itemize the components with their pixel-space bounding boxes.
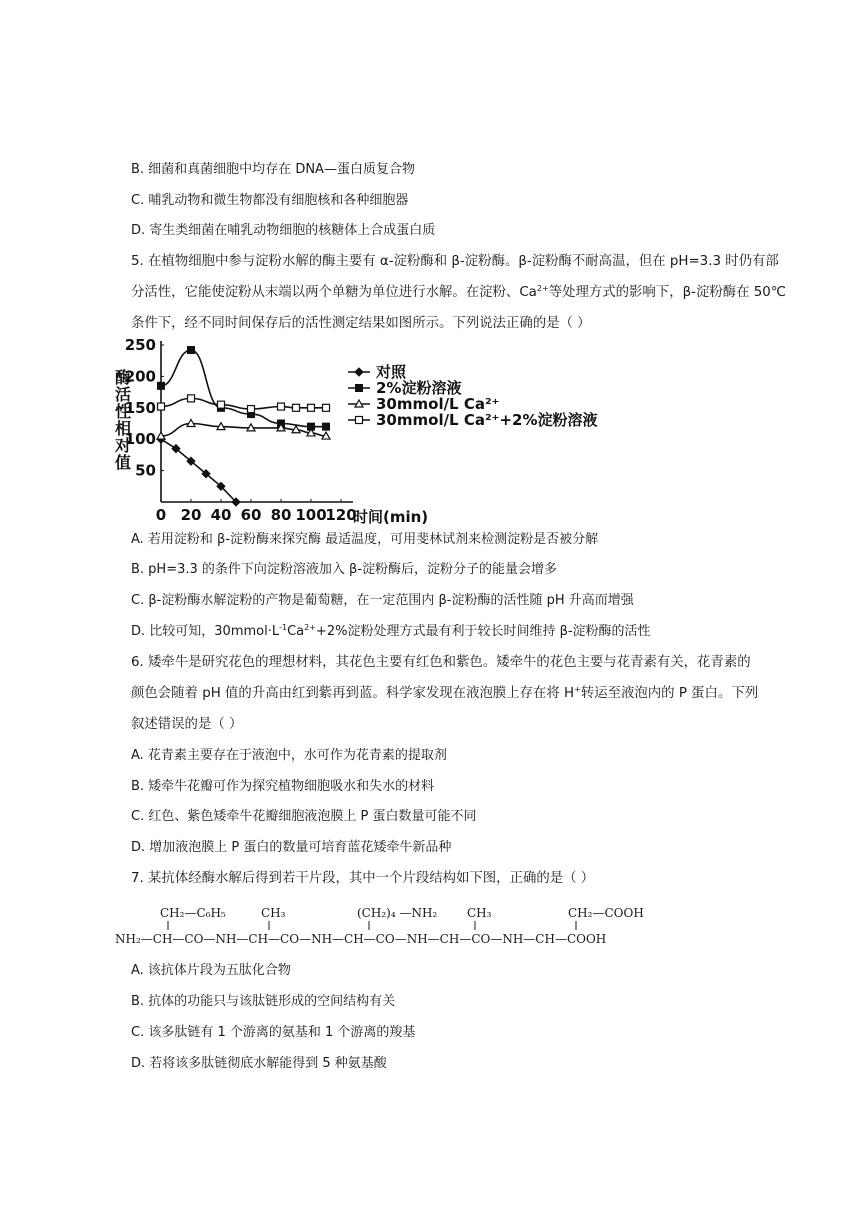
peptide-r4: CH₃	[467, 906, 492, 920]
legend-label: 对照	[376, 363, 407, 381]
option-5d	[131, 624, 651, 640]
q6-text-a: 颜色会随着 pH 值的升高由红到紫再到蓝。科学家发现在液泡膜上存在将 H	[131, 686, 575, 701]
x-tick-label: 20	[180, 506, 202, 524]
peptide-r1: CH₂—C₆H₅	[160, 906, 226, 920]
option-4b: B. 细菌和真菌细胞中均存在 DNA—蛋白质复合物	[131, 162, 415, 177]
option-7d: D. 若将该多肽链彻底水解能得到 5 种氨基酸	[131, 1056, 387, 1071]
question-6-line2	[131, 686, 758, 702]
question-7: 7. 某抗体经酶水解后得到若干片段，其中一个片段结构如下图，正确的是（ ）	[131, 871, 595, 886]
legend-label: 30mmol/L Ca²⁺+2%淀粉溶液	[376, 411, 598, 429]
data-point-series-1	[323, 423, 330, 430]
q6-text-b: 转运至液泡内的 P 蛋白。下列	[580, 686, 759, 701]
y-tick-label: 200	[124, 367, 156, 386]
question-5-line2	[131, 285, 786, 301]
option-5c: C. β-淀粉酶水解淀粉的产物是葡萄糖，在一定范围内 β-淀粉酶的活性随 pH 升高而增强	[131, 593, 634, 608]
x-axis-label: 时间(min)	[353, 508, 429, 526]
question-6-line1: 6. 矮牵牛是研究花色的理想材料，其花色主要有红色和紫色。矮牵牛的花色主要与花青素有关，花青素的	[131, 655, 751, 670]
option-7a: A. 该抗体片段为五肽化合物	[131, 963, 291, 978]
d5-text-c: +2%淀粉处理方式最有利于较长时间维持 β-淀粉酶的活性	[315, 624, 651, 639]
data-point-series-3	[323, 404, 330, 411]
minus-one-superscript: -1	[279, 623, 288, 632]
ca-superscript: 2+	[536, 284, 549, 293]
peptide-main-chain: NH₂—CH—CO—NH—CH—CO—NH—CH—CO—NH—CH—CO—NH—CH—COOH	[115, 932, 607, 946]
legend-label: 2%淀粉溶液	[376, 379, 462, 397]
peptide-r5: CH₂—COOH	[568, 906, 644, 920]
question-6-line3: 叙述错误的是（ ）	[131, 717, 243, 732]
peptide-r2: CH₃	[261, 906, 286, 920]
y-tick-label: 100	[124, 430, 156, 449]
d5-text-a: D. 比较可知，30mmol·L	[131, 624, 280, 639]
option-6b: B. 矮牵牛花瓣可作为探究植物细胞吸水和失水的材料	[131, 779, 435, 794]
legend-marker	[356, 417, 363, 424]
data-point-series-3	[308, 404, 315, 411]
option-4c: C. 哺乳动物和微生物都没有细胞核和各种细胞器	[131, 193, 409, 208]
peptide-r3: (CH₂)₄ —NH₂	[357, 906, 438, 920]
x-tick-label: 60	[240, 506, 262, 524]
peptide-structure	[115, 900, 675, 950]
option-6a: A. 花青素主要存在于液泡中，水可作为花青素的提取剂	[131, 748, 447, 763]
q5-text-a: 分活性，它能使淀粉从末端以两个单糖为单位进行水解。在淀粉、Ca	[131, 285, 537, 300]
x-tick-label: 100	[295, 506, 327, 524]
y-tick-label: 50	[135, 461, 156, 480]
option-7b: B. 抗体的功能只与该肽链形成的空间结构有关	[131, 994, 396, 1009]
data-point-series-3	[248, 406, 255, 413]
legend-marker	[356, 385, 363, 392]
x-tick-label: 0	[155, 506, 167, 524]
legend-marker	[355, 368, 363, 376]
enzyme-activity-chart	[108, 337, 608, 527]
data-point-series-1	[158, 382, 165, 389]
option-5b: B. pH=3.3 的条件下向淀粉溶液加入 β-淀粉酶后，淀粉分子的能量会增多	[131, 562, 558, 577]
x-tick-label: 40	[210, 506, 232, 524]
ca-superscript-2: 2+	[304, 623, 316, 632]
q5-text-b: 等处理方式的影响下，β-淀粉酶在 50℃	[548, 285, 786, 300]
y-tick-label: 150	[124, 398, 156, 417]
x-tick-label: 120	[325, 506, 357, 524]
data-point-series-1	[188, 347, 195, 354]
data-point-series-3	[188, 395, 195, 402]
data-point-series-3	[158, 403, 165, 410]
option-5a: A. 若用淀粉和 β-淀粉酶来探究酶 最适温度，可用斐林试剂来检测淀粉是否被分解	[131, 532, 599, 547]
series-line-1	[161, 350, 326, 427]
x-tick-label: 80	[270, 506, 292, 524]
option-6c: C. 红色、紫色矮牵牛花瓣细胞液泡膜上 P 蛋白数量可能不同	[131, 809, 477, 824]
question-5-line1: 5. 在植物细胞中参与淀粉水解的酶主要有 α-淀粉酶和 β-淀粉酶。β-淀粉酶不耐高温，但在 pH=3.3 时仍有部	[131, 254, 779, 269]
series-line-3	[161, 398, 326, 409]
y-axis-label: 酶活性相对值	[112, 369, 132, 471]
data-point-series-3	[218, 401, 225, 408]
option-7c: C. 该多肽链有 1 个游离的氨基和 1 个游离的羧基	[131, 1025, 416, 1040]
legend-label: 30mmol/L Ca²⁺	[376, 395, 500, 413]
option-4d: D. 寄生类细菌在哺乳动物细胞的核糖体上合成蛋白质	[131, 223, 436, 238]
question-5-line3: 条件下，经不同时间保存后的活性测定结果如图所示。下列说法正确的是（ ）	[131, 316, 591, 331]
h-superscript: +	[574, 685, 581, 694]
data-point-series-3	[278, 403, 285, 410]
d5-text-b: Ca	[287, 624, 305, 639]
option-6d: D. 增加液泡膜上 P 蛋白的数量可培育蓝花矮牵牛新品种	[131, 840, 452, 855]
y-tick-label: 250	[124, 337, 156, 354]
data-point-series-3	[293, 404, 300, 411]
